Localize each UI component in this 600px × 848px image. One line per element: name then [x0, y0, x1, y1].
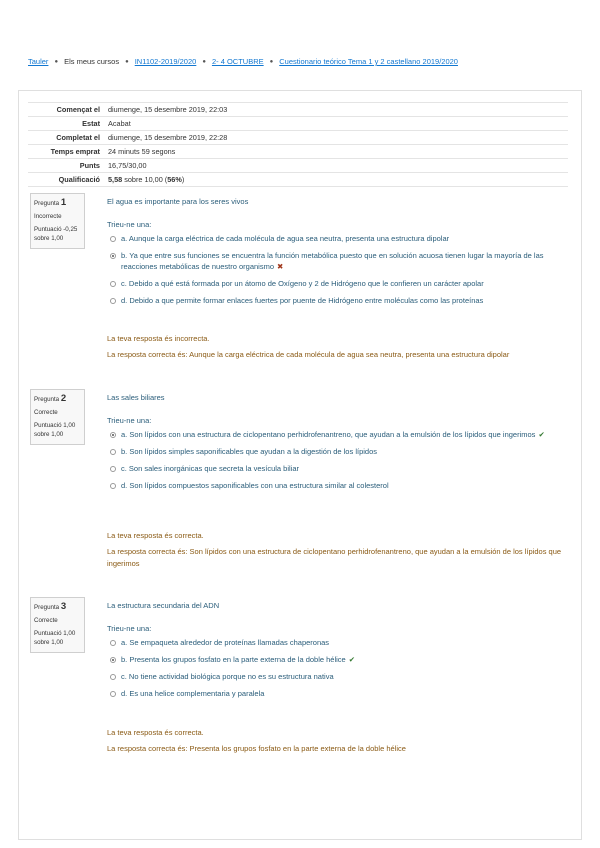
answer-option[interactable]	[107, 464, 562, 475]
radio-button[interactable]	[110, 691, 116, 697]
answer-text: d. Debido a que permite formar enlaces fuertes por puente de Hidrógeno entre moléculas como las proteínas	[121, 295, 484, 305]
question-grade: Puntuació -0,25 sobre 1,00	[34, 226, 78, 242]
breadcrumb-my-courses: Els meus cursos	[64, 57, 120, 66]
answer-option[interactable]	[107, 296, 562, 307]
breadcrumb-separator: ●	[202, 59, 206, 65]
question-feedback	[107, 530, 562, 569]
summary-value: diumenge, 15 desembre 2019, 22:28	[108, 133, 228, 142]
answer-text: c. Debido a qué está formada por un átomo de Oxígeno y 2 de Hidrógeno que le confieren un carácter apolar	[121, 278, 484, 288]
breadcrumb-separator: ●	[125, 59, 129, 65]
question-feedback	[107, 333, 562, 361]
question-grade: Puntuació 1,00 sobre 1,00	[34, 422, 76, 438]
question-info	[30, 597, 85, 653]
right-answer-text: La resposta correcta és: Presenta los grupos fosfato en la parte externa de la doble hélice	[107, 744, 406, 754]
question-info	[30, 389, 85, 445]
radio-button[interactable]	[110, 281, 116, 287]
answer-list	[107, 430, 562, 492]
question-number: Pregunta 1	[34, 197, 67, 208]
right-answer-text: La resposta correcta és: Son lípidos con una estructura de ciclopentano perhidrofenantreno, que ayudan a la emulsión de los lípidos que ingerimos	[107, 547, 562, 568]
radio-button[interactable]	[110, 466, 116, 472]
summary-row-marks	[28, 159, 568, 173]
answer-option[interactable]	[107, 251, 562, 273]
answer-prompt: Trieu-ne una:	[107, 220, 152, 229]
answer-option[interactable]	[107, 430, 562, 441]
answer-list	[107, 234, 562, 306]
answer-option[interactable]	[107, 279, 562, 290]
summary-label: Punts	[79, 161, 100, 170]
feedback-text: La teva resposta és correcta.	[107, 728, 204, 737]
answer-option[interactable]	[107, 689, 562, 700]
answer-list	[107, 638, 562, 700]
breadcrumb-course-link[interactable]: IN1102-2019/2020	[134, 57, 197, 66]
breadcrumb-section-link[interactable]: 2- 4 OCTUBRE	[211, 57, 264, 66]
answer-option[interactable]	[107, 655, 562, 666]
summary-label: Temps emprat	[50, 147, 100, 156]
answer-text: d. Son lípidos compuestos saponificables con una estructura similar al colesterol	[121, 480, 389, 490]
breadcrumb-separator: ●	[269, 59, 274, 65]
summary-value: Acabat	[108, 119, 131, 128]
grade-close: )	[181, 175, 185, 184]
radio-button[interactable]	[110, 449, 116, 455]
breadcrumb-separator: ●	[54, 59, 59, 65]
radio-button-selected[interactable]	[110, 432, 116, 438]
summary-row-completed	[28, 131, 568, 145]
grade-percent: 56%	[167, 175, 182, 184]
summary-label: Completat el	[56, 133, 100, 142]
answer-text: b. Son lípidos simples saponificables que ayudan a la digestión de los lípidos	[121, 446, 377, 456]
summary-value: 24 minuts 59 segons	[108, 147, 176, 156]
question-state: Correcte	[34, 616, 58, 624]
question-text: El agua es importante para los seres vivos	[107, 197, 249, 206]
correct-icon: ✔	[348, 654, 356, 664]
summary-row-time-taken	[28, 145, 568, 159]
feedback-text: La teva resposta és incorrecta.	[107, 334, 210, 343]
question-number: Pregunta 2	[34, 393, 67, 404]
answer-option[interactable]	[107, 638, 562, 649]
right-answer-text: La resposta correcta és: Aunque la carga eléctrica de cada molécula de agua sea neutra, presenta una estructura dipolar	[107, 350, 510, 360]
breadcrumb-quiz-link[interactable]: Cuestionario teórico Tema 1 y 2 castellano 2019/2020	[279, 57, 458, 66]
answer-option[interactable]	[107, 447, 562, 458]
grade-suffix: sobre 10,00 (	[122, 175, 168, 184]
attempt-summary-table	[28, 102, 568, 187]
question-feedback	[107, 727, 562, 755]
question-info	[30, 193, 85, 249]
answer-text: b. Presenta los grupos fosfato en la parte externa de la doble hélice	[121, 654, 346, 664]
question-grade: Puntuació 1,00 sobre 1,00	[34, 630, 76, 646]
question-content	[107, 389, 562, 498]
answer-text: a. Aunque la carga eléctrica de cada molécula de agua sea neutra, presenta una estructura dipolar	[121, 234, 450, 243]
breadcrumb	[28, 57, 588, 66]
question-state: Incorrecte	[34, 212, 62, 220]
answer-text: c. No tiene actividad biológica porque no es su estructura nativa	[121, 671, 334, 681]
answer-text: c. Son sales inorgánicas que secreta la vesícula biliar	[121, 463, 300, 473]
radio-button[interactable]	[110, 674, 116, 680]
radio-button-selected[interactable]	[110, 253, 116, 259]
answer-option[interactable]	[107, 234, 562, 245]
summary-label: Estat	[82, 119, 100, 128]
question-content	[107, 193, 562, 312]
summary-label: Començat el	[56, 105, 100, 114]
answer-text: a. Son lípidos con una estructura de ciclopentano perhidrofenantreno, que ayudan a la emulsión de los lípidos que ingerimos	[121, 430, 536, 439]
question-content	[107, 597, 562, 706]
summary-row-state	[28, 117, 568, 131]
answer-prompt: Trieu-ne una:	[107, 624, 152, 633]
radio-button-selected[interactable]	[110, 657, 116, 663]
correct-icon: ✔	[538, 430, 545, 439]
radio-button[interactable]	[110, 236, 116, 242]
summary-row-grade	[28, 173, 568, 187]
question-text: La estructura secundaria del ADN	[107, 601, 220, 610]
summary-row-started	[28, 103, 568, 117]
answer-option[interactable]	[107, 672, 562, 683]
question-number: Pregunta 3	[34, 601, 67, 612]
breadcrumb-dashboard-link[interactable]: Tauler	[28, 57, 49, 66]
question-text: Las sales biliares	[107, 393, 165, 402]
answer-prompt: Trieu-ne una:	[107, 416, 152, 425]
answer-text: a. Se empaqueta alrededor de proteínas llamadas chaperonas	[121, 638, 330, 647]
summary-label: Qualificació	[58, 175, 100, 184]
summary-value	[106, 173, 568, 187]
summary-value: diumenge, 15 desembre 2019, 22:03	[108, 105, 228, 114]
radio-button[interactable]	[110, 640, 116, 646]
answer-text: b. Ya que entre sus funciones se encuentra la función metabólica puesto que en solución acuosa tienen lugar la mayoría de las reacciones metabólicas de nuestro organismo	[121, 250, 544, 271]
answer-text: d. Es una helice complementaria y paralela	[121, 688, 265, 698]
feedback-text: La teva resposta és correcta.	[107, 531, 204, 540]
grade-value: 5,58	[108, 175, 123, 184]
radio-button[interactable]	[110, 483, 116, 489]
summary-value: 16,75/30,00	[108, 161, 147, 170]
question-state: Correcte	[34, 408, 58, 416]
radio-button[interactable]	[110, 298, 116, 304]
incorrect-icon: ✖	[277, 261, 284, 271]
answer-option[interactable]	[107, 481, 562, 492]
